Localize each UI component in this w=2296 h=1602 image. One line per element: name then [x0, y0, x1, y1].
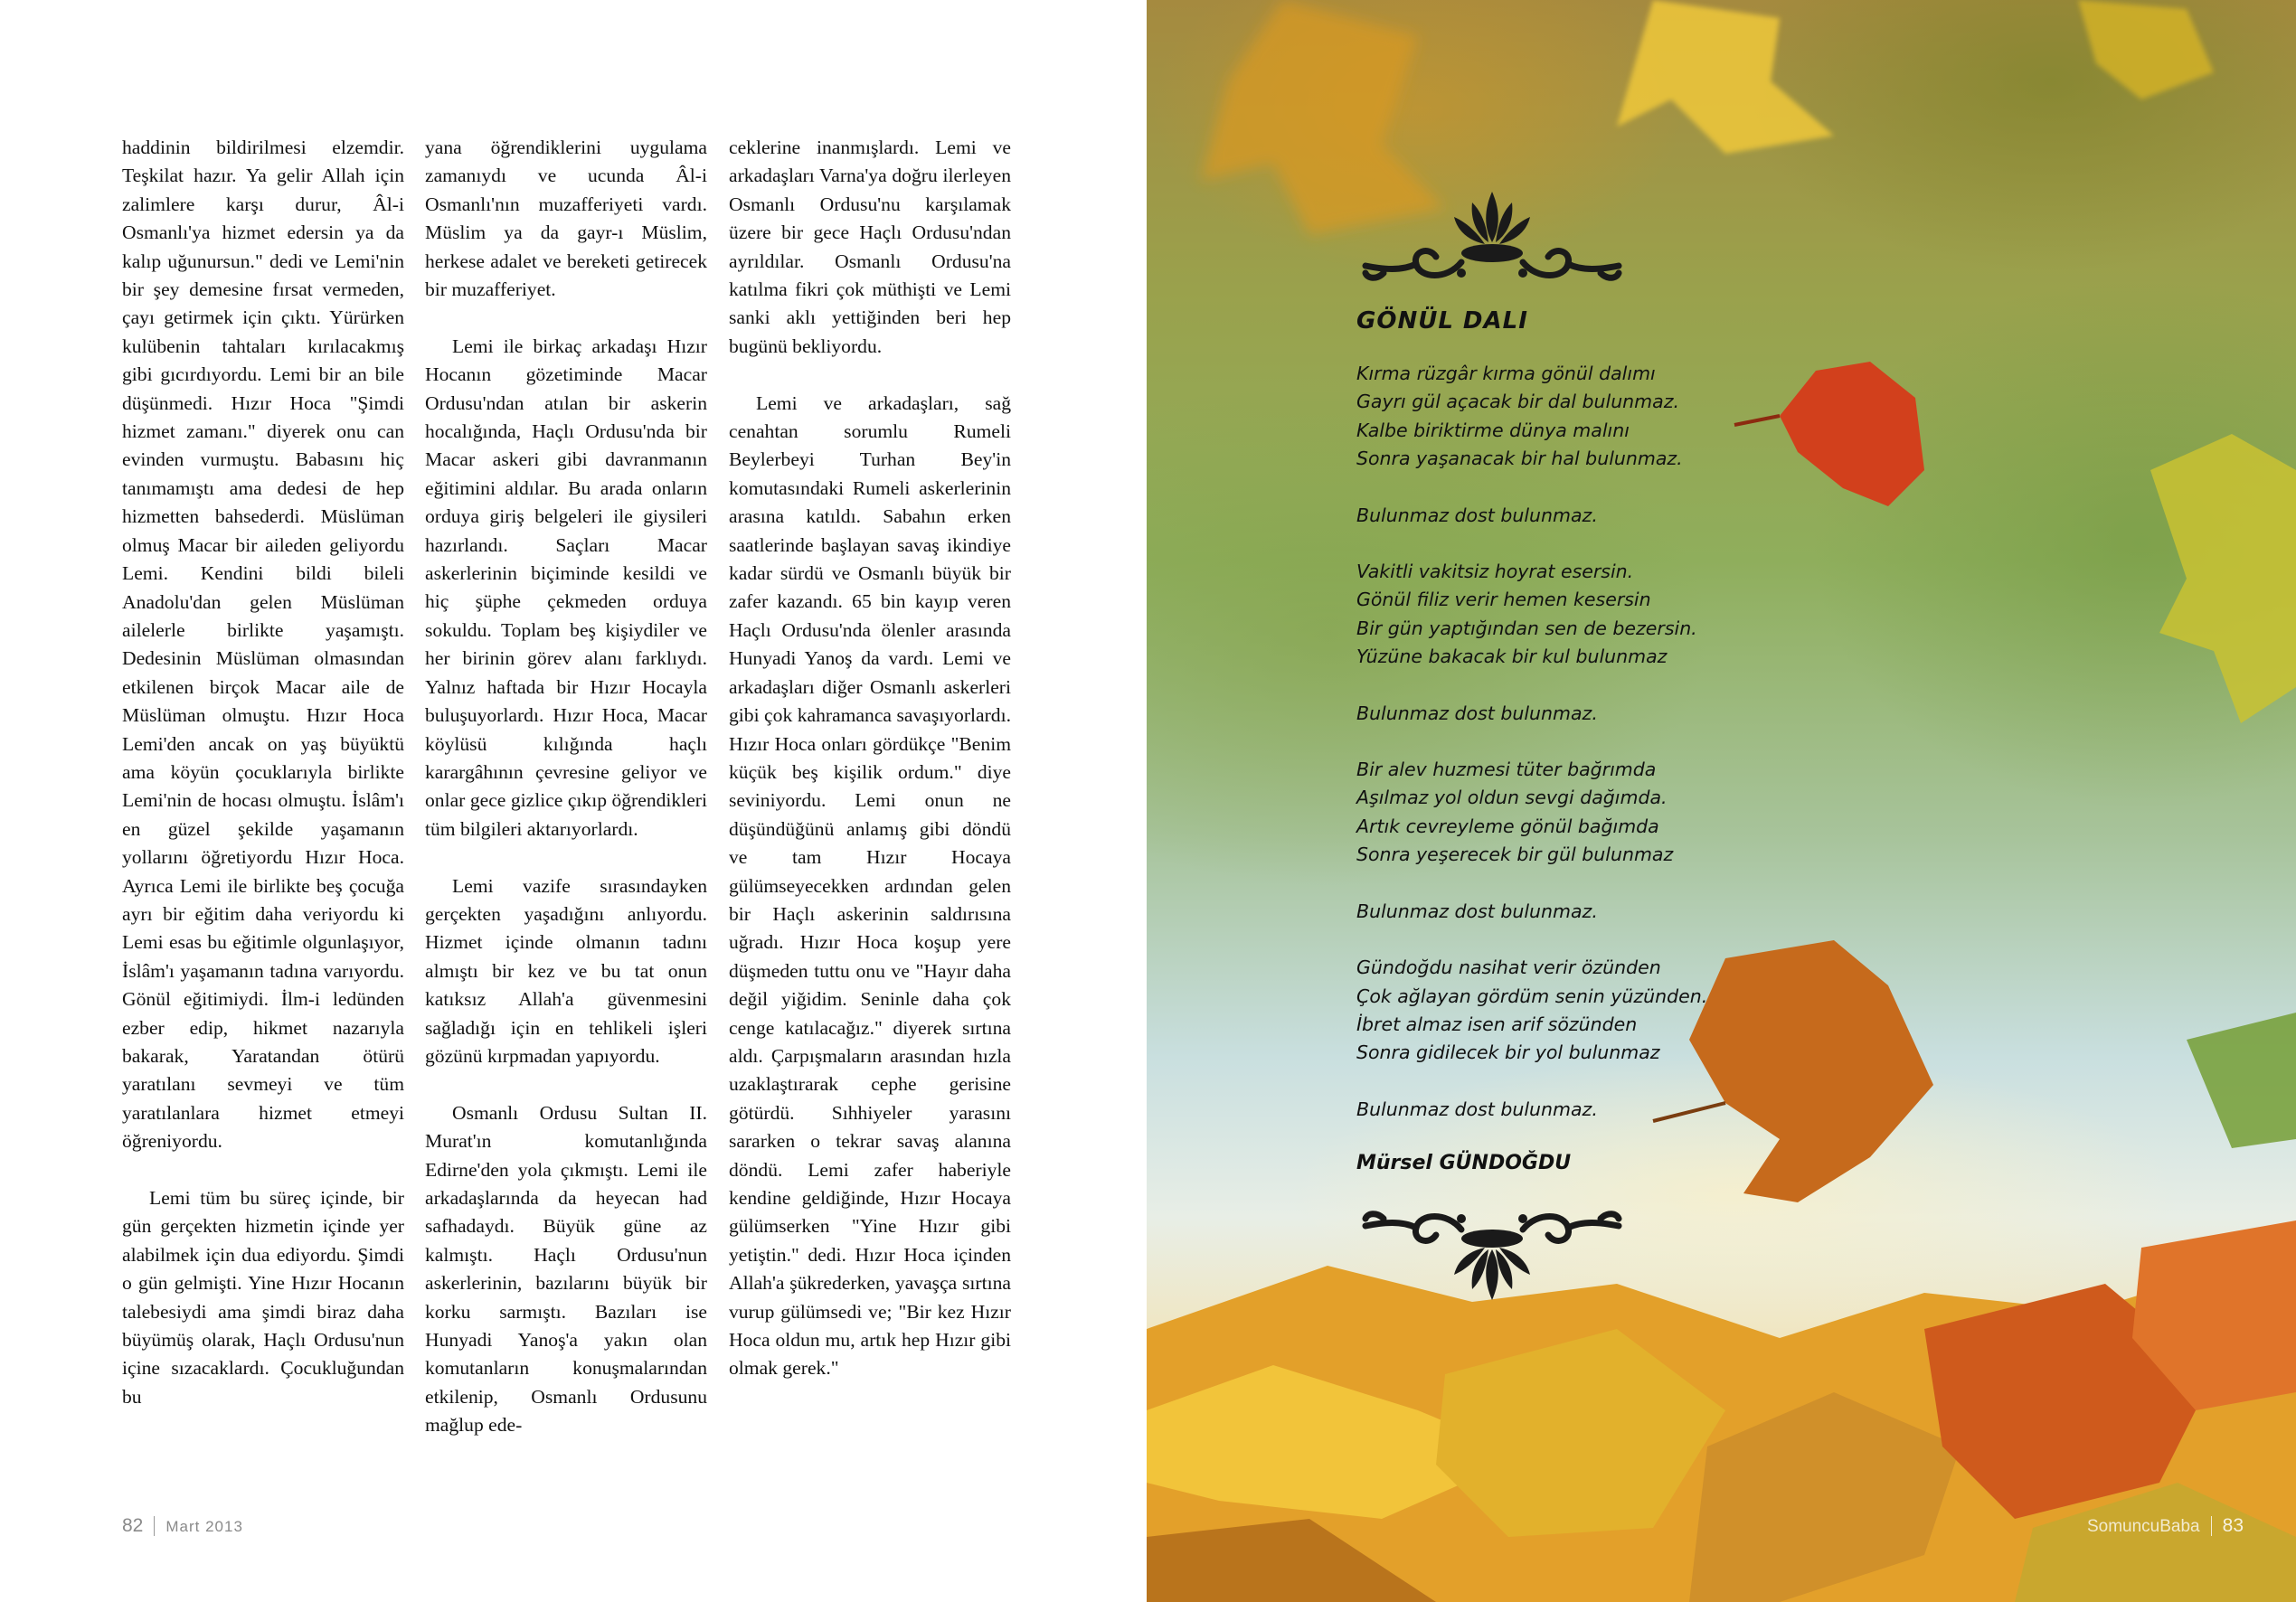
poem-line: Yüzüne bakacak bir kul bulunmaz — [1356, 646, 1668, 668]
left-page — [0, 0, 1147, 1602]
poem-title: GÖNÜL DALI — [1356, 307, 1528, 335]
folio-divider — [2211, 1516, 2212, 1536]
paragraph: Lemi vazife sırasındayken gerçekten yaşadığını anlıyordu. Hizmet içinde olmanın tadını almıştı bir kez ve bu tat onun katıksız Allah'a güvenmesini sağladığı için en tehlikeli işleri gözünü kırpmadan yapıyordu. — [425, 874, 707, 1067]
poem-line: Gayrı gül açacak bir dal bulunmaz. — [1356, 391, 1679, 413]
poem-line: Çok ağlayan gördüm senin yüzünden. — [1356, 985, 1708, 1007]
poem-refrain: Bulunmaz dost bulunmaz. — [1356, 900, 1598, 922]
poem-refrain: Bulunmaz dost bulunmaz. — [1356, 504, 1598, 526]
poem-stanza — [1356, 558, 1827, 672]
poem-line: Bir gün yaptığından sen de bezersin. — [1356, 617, 1697, 639]
paragraph: Lemi ve arkadaşları, sağ cenahtan sorumlu Rumeli Beylerbeyi Turhan Bey'in komutasındaki Rumeli askerlerinin arasına katıldı. Sabahın erken saatlerinde başlayan savaş ikindiye kadar sürdü ve Osmanlı büyük bir zafer kazandı. 65 bin kayıp veren Haçlı Ordusu'nda ölenler arasında Hunyadi Yanoş da vardı. Lemi ve arkadaşları diğer Osmanlı askerleri gibi çok kahramanca savaşıyorlardı. Hızır Hoca onları gördükçe "Benim küçük beş kişilik ordum." diye seviniyordu. Lemi onun ne düşündüğünü anlamış gibi döndü ve tam Hızır Hocaya gülümseyecekken ardından gelen bir Haçlı askerinin saldırısına uğradı. Hızır Hoca koşup yere düşmeden tuttu onu ve "Hayır daha değil yiğidim. Seninle daha çok cenge katılacağız." diyerek sırtına aldı. Çarpışmaların arasından hızla uzaklaştırarak cephe gerisine götürdü. Sıhhiyeler yarasını sararken o tekrar savaş alanına döndü. Lemi zafer haberiyle kendine geldiğinde, Hızır Hocaya gülümserken "Yine Hızır gibi yetiştin." dedi. Hızır Hoca içinden Allah'a şükrederken, yavaşça sırtına vurup gülümsedi ve; "Bir kez Hızır Hoca oldun mu, artık hep Hızır gibi olmak gerek." — [729, 391, 1011, 1380]
poem-line: Aşılmaz yol oldun sevgi dağımda. — [1356, 787, 1668, 809]
paragraph: yana öğrendiklerini uygulama zamanıydı ve ucunda Âl-i Osmanlı'nın muzafferiyeti vardı. Müslim ya da gayr-ı Müslim, herkese adalet ve bereketi getirecek bir muzafferiyet. — [425, 137, 707, 301]
poem-stanza — [1356, 756, 1827, 870]
article-column-1 — [122, 134, 404, 1440]
poem-line: Gönül filiz verir hemen kesersin — [1356, 589, 1651, 611]
page-number: 83 — [2222, 1515, 2244, 1536]
poem — [1356, 307, 1827, 1174]
page-number: 82 — [122, 1515, 144, 1536]
poem-refrain: Bulunmaz dost bulunmaz. — [1356, 1098, 1598, 1120]
poem-line: Kalbe biriktirme dünya malını — [1356, 419, 1630, 441]
magazine-brand: SomuncuBaba — [2086, 1517, 2200, 1536]
poem-line: Kırma rüzgâr kırma gönül dalımı — [1356, 363, 1656, 384]
paragraph: Osmanlı Ordusu Sultan II. Murat'ın komutanlığında Edirne'den yola çıkmıştı. Lemi ile arkadaşlarında da heyecan had safhadaydı. Büyük güne az kalmıştı. Haçlı Ordusu'nun askerlerinin, bazılarını büyük bir korku sarmıştı. Bazıları ise Hunyadi Yanoş'a yakın olan komutanların konuşmalarından etkilenip, Osmanlı Ordusunu mağlup ede- — [425, 1101, 707, 1437]
poem-author: Mürsel GÜNDOĞDU — [1356, 1152, 1572, 1175]
page-folio-left — [122, 1515, 243, 1537]
article-column-3 — [729, 134, 1011, 1411]
paragraph: Lemi ile birkaç arkadaşı Hızır Hocanın gözetiminde Macar Ordusu'ndan atılan bir askerin hocalığında, Haçlı Ordusu'nda bir Macar askeri gibi davranmanın eğitimini aldılar. Bu arada onların orduya giriş belgeleri ile giysileri hazırlandı. Saçları Macar askerlerinin biçiminde kesildi ve hiç şüphe çekmeden orduya sokuldu. Toplam beş kişiydiler ve her birinin görev alanı farklıydı. Yalnız haftada bir Hızır Hocayla buluşuyorlardı. Hızır Hoca, Macar köylüsü kılığında haçlı karargâhının çevresine geliyor ve onlar gece gizlice çıkıp öğrendikleri tüm bilgileri aktarıyorlardı. — [425, 335, 707, 840]
article-column-2 — [425, 134, 707, 1468]
poem-refrain: Bulunmaz dost bulunmaz. — [1356, 702, 1598, 724]
poem-line: Bir alev huzmesi tüter bağrımda — [1356, 759, 1657, 781]
poem-line: İbret almaz isen arif sözünden — [1356, 1013, 1638, 1035]
poem-line: Sonra yeşerecek bir gül bulunmaz — [1356, 843, 1674, 866]
poem-stanza — [1356, 360, 1827, 474]
poem-line: Gündoğdu nasihat verir özünden — [1356, 956, 1661, 979]
issue-date: Mart 2013 — [165, 1518, 243, 1535]
poem-stanza — [1356, 954, 1827, 1068]
folio-divider — [154, 1516, 155, 1536]
poem-line: Sonra yaşanacak bir hal bulunmaz. — [1356, 448, 1683, 470]
paragraph: Lemi tüm bu süreç içinde, bir gün gerçekten hizmetin içinde yer alabilmek için dua ediyordu. Şimdi o gün gelmişti. Yine Hızır Hocanın talebesiydi ama şimdi biraz daha büyümüş olarak, Haçlı Ordusu'nun içine sızacaklardı. Çocukluğundan bu — [122, 1187, 404, 1408]
right-page — [1147, 0, 2296, 1602]
paragraph: ceklerine inanmışlardı. Lemi ve arkadaşları Varna'ya doğru ilerleyen Osmanlı Ordusu'nu karşılamak üzere bir gece Haçlı Ordusu'ndan ayrıldılar. Osmanlı Ordusu'na katılma fikri çok müthişti ve Lemi sanki aklı yettiğinden beri hep bugünü bekliyordu. — [729, 137, 1011, 357]
ornament-top — [1356, 190, 1628, 289]
poem-line: Sonra gidilecek bir yol bulunmaz — [1356, 1041, 1660, 1064]
paragraph: haddinin bildirilmesi elzemdir. Teşkilat hazır. Ya gelir Allah için zalimlere karşı durur, Âl-i Osmanlı'ya hizmet edersin ya da kalıp uğunursun." dedi ve Lemi'nin bir şey demesine fırsat vermeden, çayı getirmek için çıktı. Yürürken kulübenin tahtaları kırılacakmış gibi gıcırdıyordu. Lemi bir an bile düşünmedi. Hızır Hoca "Şimdi hizmet zamanı." diyerek onu can evinden vurmuştu. Babasını hiç tanımamıştı ama dedesi de hep hizmetten bahsederdi. Müslüman olmuş Macar bir aileden geliyordu Lemi. Kendini bildi bileli Anadolu'dan gelen Müslüman ailelerle birlikte yaşamıştı. Dedesinin Müslüman olmasından etkilenen birçok Macar aile de Müslüman olmuştu. Hızır Hoca Lemi'den ancak on yaş büyüktü ama köyün çocuklarıyla birlikte Lemi'nin de hocası olmuştu. İslâm'ı en güzel şekilde yaşamanın yollarını öğretiyordu Hızır Hoca. Ayrıca Lemi ile birlikte beş çocuğa ayrı bir eğitim daha veriyordu ki Lemi esas bu eğitimle olgunlaşıyor, İslâm'ı yaşamanın tadına varıyordu. Gönül eğitimiydi. İlm-i ledünden ezber edip, hikmet nazarıyla bakarak, Yaratandan ötürü yaratılanı sevmeyi ve tüm yaratılanlara hizmet etmeyi öğreniyordu. — [122, 137, 404, 1153]
page-folio-right — [2087, 1515, 2244, 1537]
poem-line: Vakitli vakitsiz hoyrat esersin. — [1356, 561, 1634, 583]
ornament-bottom — [1356, 1202, 1628, 1302]
poem-line: Artık cevreyleme gönül bağımda — [1356, 815, 1659, 837]
